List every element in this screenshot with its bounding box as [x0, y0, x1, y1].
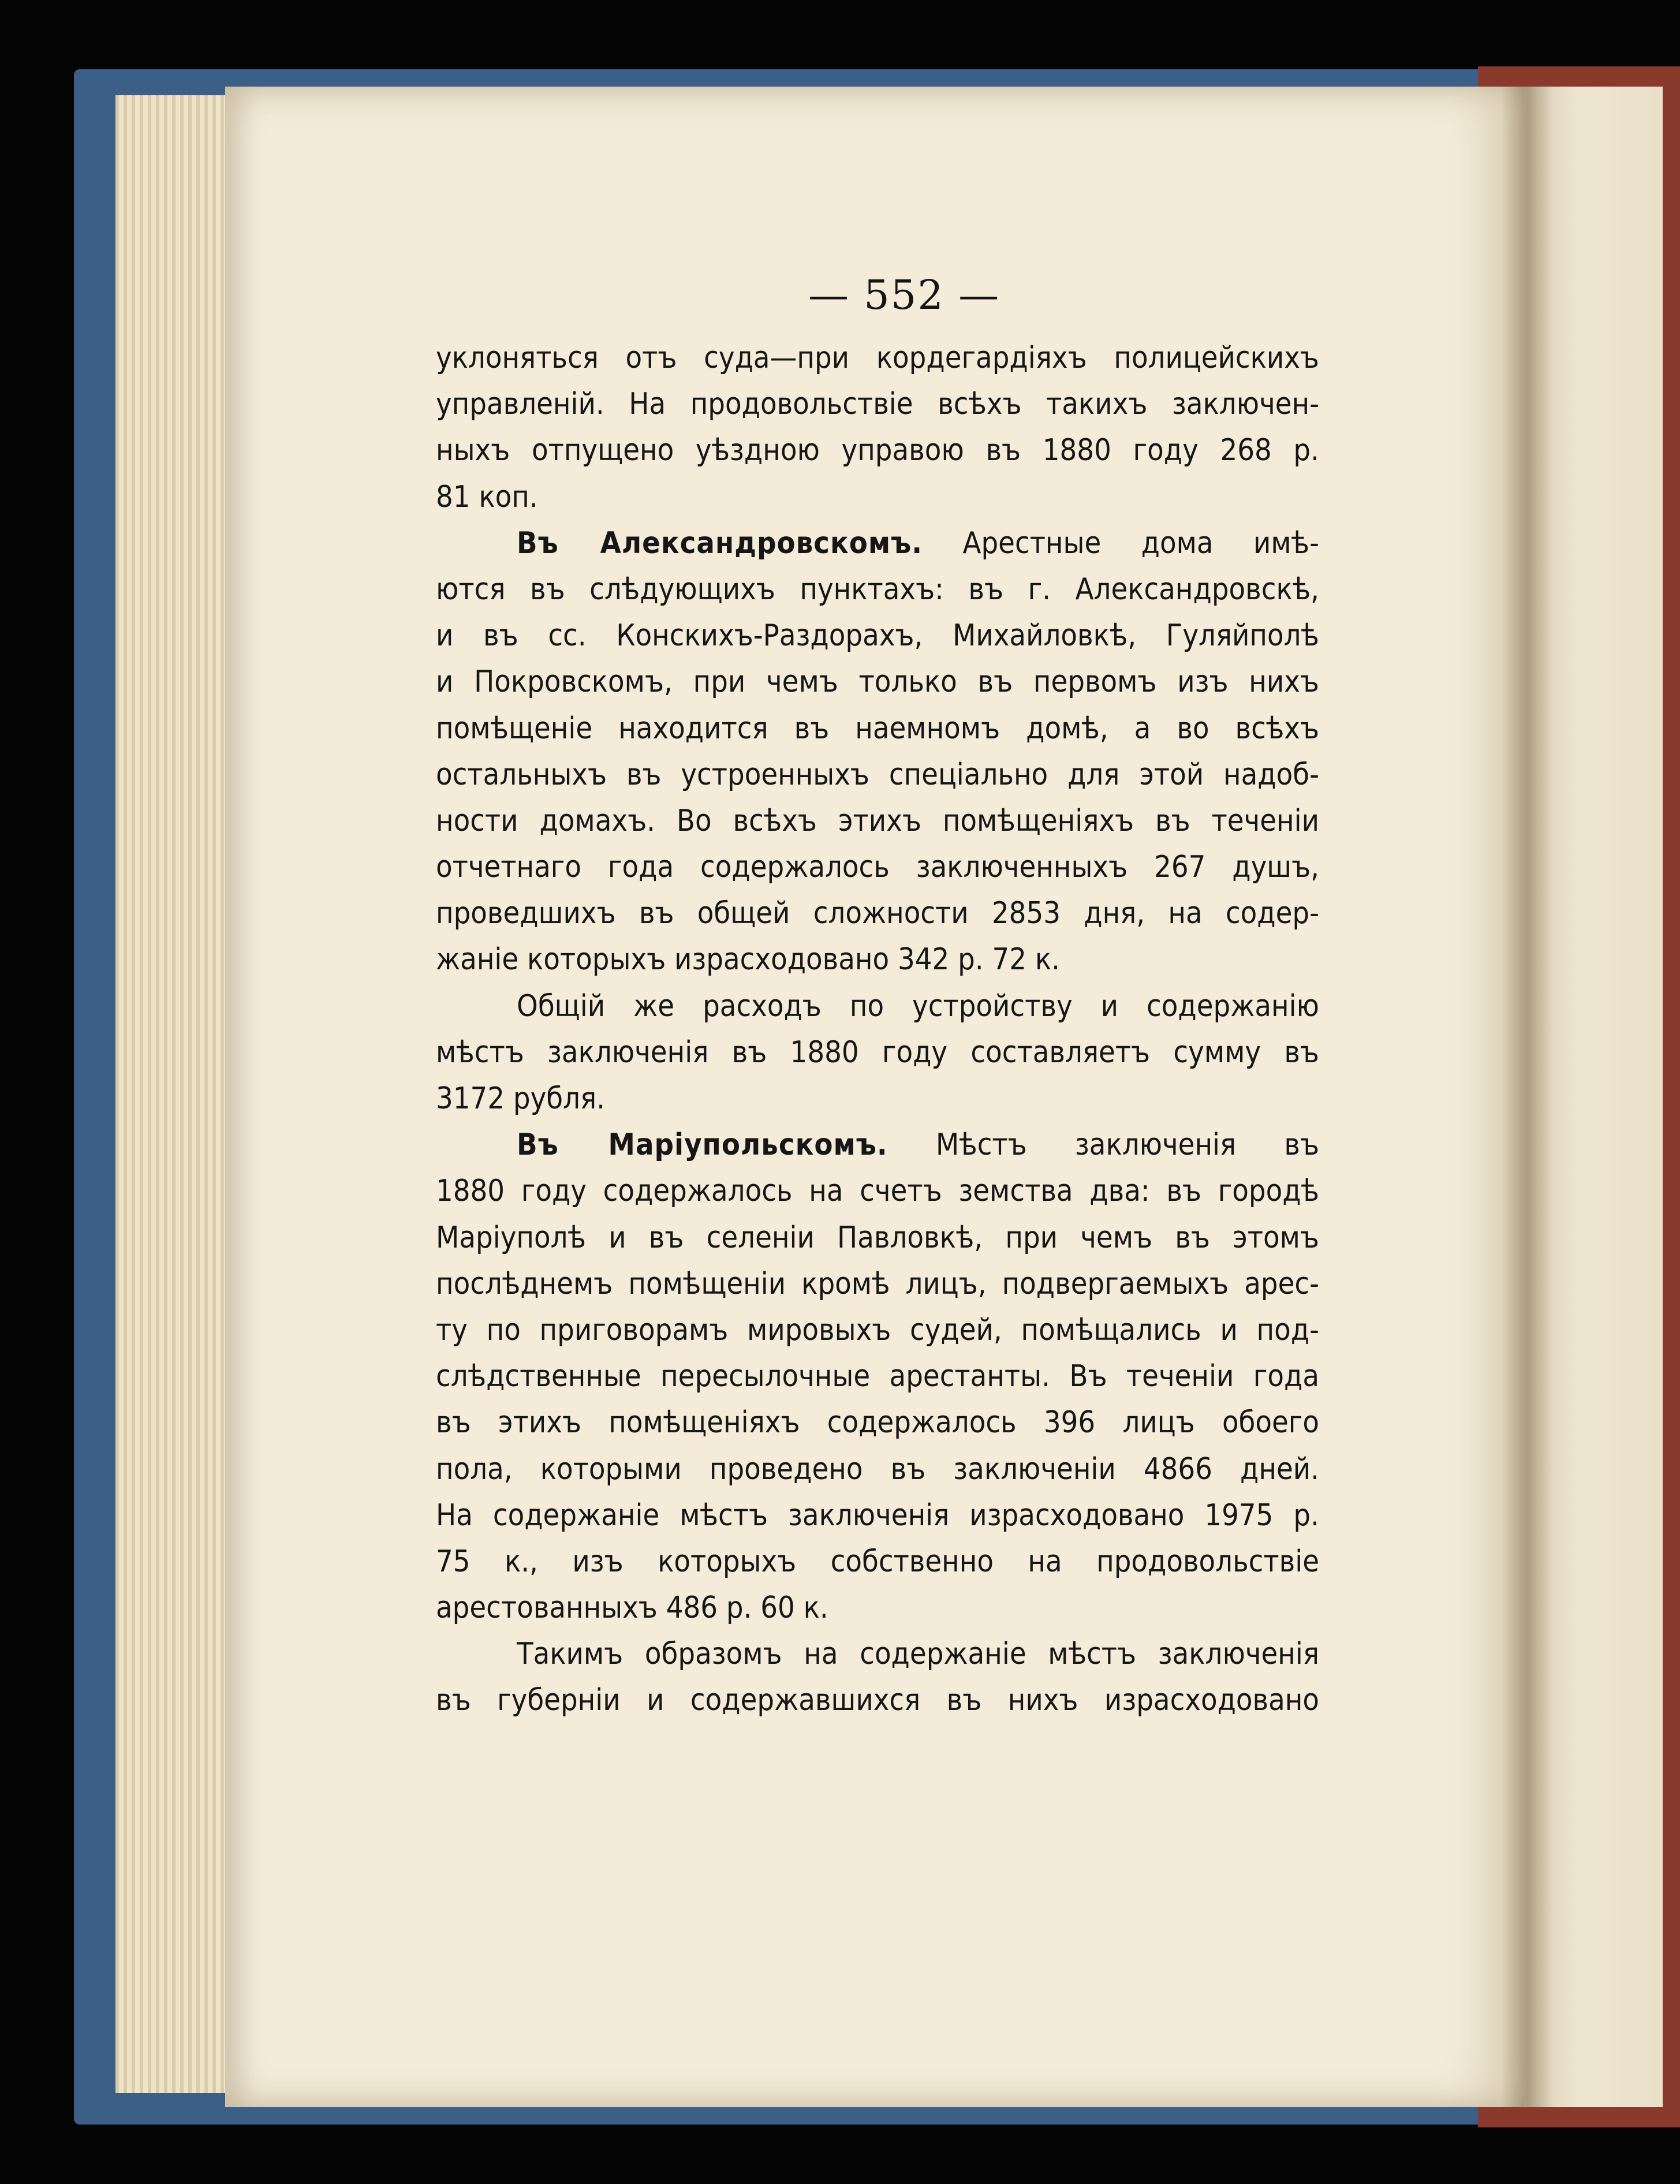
line-text: Мѣстъ заключенія въ	[887, 1128, 1319, 1163]
line-text: помѣщеніе находится въ наемномъ домѣ, а во всѣхъ	[436, 711, 1319, 746]
line-text: ности домахъ. Во всѣхъ этихъ помѣщеніяхъ въ теченіи	[436, 803, 1319, 838]
line-text: пола, которыми проведено въ заключеніи 4866 дней.	[436, 1451, 1319, 1487]
line-text: жаніе которыхъ израсходовано 342 р. 72 к.	[436, 942, 1060, 977]
line-text: и въ сс. Конскихъ-Раздорахъ, Михайловкѣ, Гуляйполѣ	[436, 618, 1319, 654]
text-line	[436, 1261, 1319, 1307]
text-line	[436, 936, 1319, 983]
line-text: 75 к., изъ которыхъ собственно на продовольствіе	[436, 1544, 1319, 1579]
line-text: ныхъ отпущено уѣздною управою въ 1880 году 268 р.	[436, 433, 1319, 468]
text-line	[436, 798, 1319, 844]
line-text: Такимъ образомъ на содержаніе мѣстъ заключенія	[517, 1637, 1319, 1672]
text-line	[436, 1539, 1319, 1585]
text-line	[436, 474, 1319, 520]
line-text: проведшихъ въ общей сложности 2853 дня, на содер-	[436, 896, 1319, 931]
line-text: уклоняться отъ суда—при кордегардіяхъ полицейскихъ	[436, 341, 1319, 375]
line-text: въ этихъ помѣщеніяхъ содержалось 396 лицъ обоего	[436, 1405, 1319, 1440]
line-text: остальныхъ въ устроенныхъ спеціально для этой надоб-	[436, 757, 1319, 792]
text-line	[436, 1585, 1319, 1631]
section-heading: Въ Александровскомъ.	[517, 525, 923, 561]
text-line	[436, 1492, 1319, 1539]
line-text: мѣстъ заключенія въ 1880 году составляетъ сумму въ	[436, 1035, 1319, 1070]
text-line	[436, 1399, 1319, 1446]
line-text: въ губерніи и содержавшихся въ нихъ израсходовано	[436, 1683, 1319, 1718]
text-line	[436, 381, 1319, 427]
text-line	[436, 1677, 1319, 1723]
section-heading: Въ Маріупольскомъ.	[517, 1128, 888, 1163]
text-line	[436, 752, 1319, 798]
text-line	[436, 1122, 1319, 1168]
text-line	[436, 1631, 1319, 1677]
text-line	[436, 566, 1319, 613]
line-text: Общій же расходъ по устройству и содержанію	[517, 988, 1319, 1024]
line-text: На содержаніе мѣстъ заключенія израсходовано 1975 р.	[436, 1498, 1319, 1533]
line-text: ются въ слѣдующихъ пунктахъ: въ г. Александровскѣ,	[436, 572, 1319, 607]
line-text: и Покровскомъ, при чемъ только въ первомъ изъ нихъ	[436, 664, 1319, 700]
text-line	[436, 335, 1319, 381]
line-text: Арестные дома имѣ-	[923, 525, 1319, 561]
line-text: 3172 рубля.	[436, 1081, 606, 1116]
text-line	[436, 1307, 1319, 1353]
text-line	[436, 890, 1319, 936]
text-line	[436, 427, 1319, 473]
text-line	[436, 1168, 1319, 1214]
page-text	[436, 335, 1319, 1724]
text-line	[436, 1215, 1319, 1261]
line-text: 81 коп.	[436, 479, 538, 514]
line-text: 1880 году содержалось на счетъ земства два: въ городѣ	[436, 1174, 1319, 1209]
page-number: — 552 —	[808, 271, 1000, 319]
text-line	[436, 983, 1319, 1029]
text-line	[436, 844, 1319, 890]
text-line	[436, 1446, 1319, 1492]
text-line	[436, 1029, 1319, 1076]
text-line	[436, 705, 1319, 752]
text-line	[436, 1353, 1319, 1399]
text-line	[436, 613, 1319, 659]
line-text: управленій. На продовольствіе всѣхъ такихъ заключен-	[436, 387, 1319, 422]
line-text: послѣднемъ помѣщеніи кромѣ лицъ, подвергаемыхъ арес-	[436, 1266, 1319, 1301]
line-text: отчетнаго года содержалось заключенныхъ 267 душъ,	[436, 850, 1319, 885]
line-text: ту по приговорамъ мировыхъ судей, помѣщались и под-	[436, 1312, 1319, 1347]
line-text: слѣдственные пересылочные арестанты. Въ теченіи года	[436, 1359, 1319, 1394]
text-line	[436, 1076, 1319, 1122]
text-line	[436, 659, 1319, 705]
line-text: арестованныхъ 486 р. 60 к.	[436, 1591, 828, 1626]
book-gutter	[1501, 87, 1553, 2107]
line-text: Маріуполѣ и въ селеніи Павловкѣ, при чемъ въ этомъ	[436, 1220, 1319, 1255]
text-line	[436, 520, 1319, 566]
